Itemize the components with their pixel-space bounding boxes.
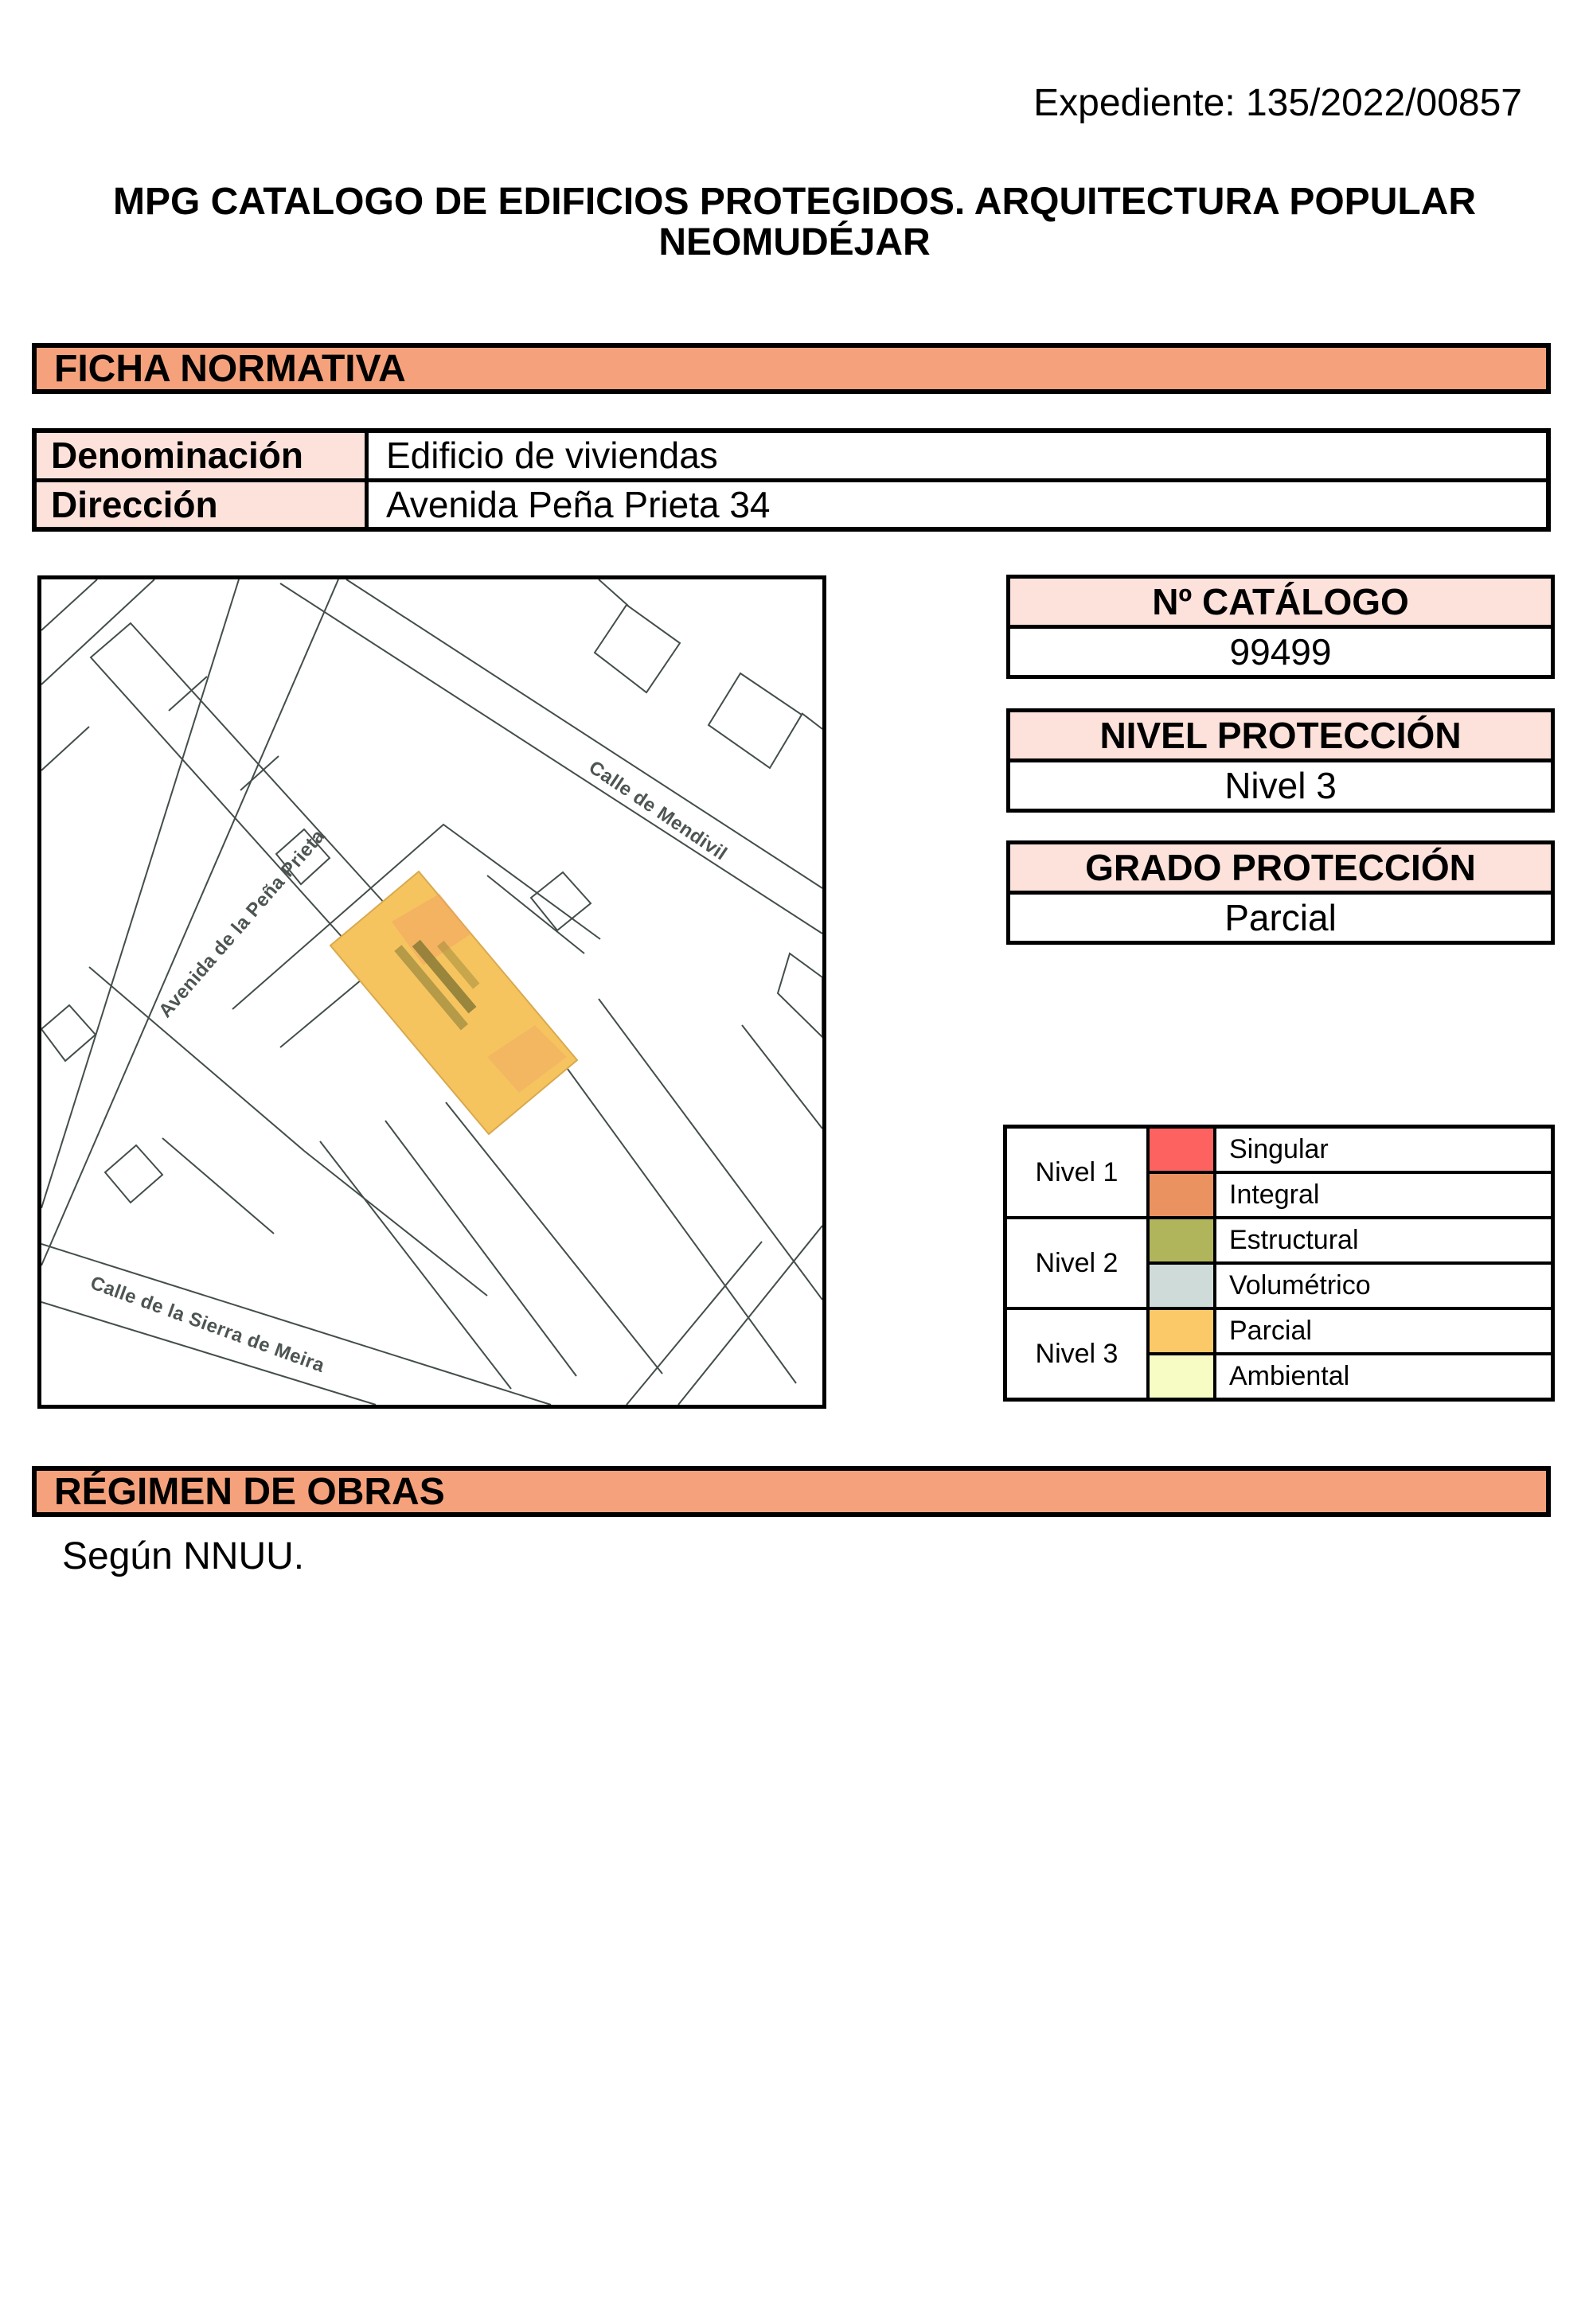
legend-level-nivel-1: Nivel 1 [1007, 1129, 1146, 1216]
expediente-number: Expediente: 135/2022/00857 [1033, 82, 1522, 124]
field-label-denominacion: Denominación [37, 433, 365, 478]
page-title [0, 181, 1589, 263]
street-label-calle-sierra-meira: Calle de la Sierra de Meira [87, 1272, 328, 1378]
legend-level-nivel-3: Nivel 3 [1007, 1310, 1146, 1398]
highlighted-parcel [330, 872, 577, 1134]
field-value-direccion: Avenida Peña Prieta 34 [369, 482, 1546, 528]
field-value-denominacion: Edificio de viviendas [369, 433, 1546, 478]
catalogo-box [1006, 575, 1555, 679]
street-label-calle-mendivil: Calle de Mendivil [584, 756, 732, 865]
section-header-regimen-obras-label: RÉGIMEN DE OBRAS [54, 1470, 445, 1513]
catalogo-header: Nº CATÁLOGO [1010, 579, 1551, 625]
nivel-proteccion-value: Nivel 3 [1010, 762, 1551, 809]
legend-swatch-ambiental [1150, 1355, 1213, 1398]
legend-label-singular: Singular [1216, 1129, 1551, 1171]
legend-swatch-integral [1150, 1174, 1213, 1216]
field-label-direccion: Dirección [37, 482, 365, 528]
legend-label-estructural: Estructural [1216, 1219, 1551, 1261]
regimen-obras-text: Según NNUU. [62, 1535, 305, 1577]
catalogo-value: 99499 [1010, 629, 1551, 675]
legend-label-volumetrico: Volumétrico [1216, 1265, 1551, 1307]
section-header-regimen-obras [32, 1466, 1551, 1517]
section-header-ficha-normativa [32, 343, 1551, 394]
fields-table [32, 428, 1551, 532]
grado-proteccion-header: GRADO PROTECCIÓN [1010, 844, 1551, 891]
legend-swatch-volumetrico [1150, 1265, 1213, 1307]
cadastral-map [37, 575, 826, 1409]
legend-swatch-estructural [1150, 1219, 1213, 1261]
legend-swatch-singular [1150, 1129, 1213, 1171]
page-title-line1: MPG CATALOGO DE EDIFICIOS PROTEGIDOS. ARQUITECTURA POPULAR [112, 181, 1477, 223]
nivel-proteccion-box [1006, 708, 1555, 813]
grado-proteccion-box [1006, 840, 1555, 945]
legend-level-nivel-2: Nivel 2 [1007, 1219, 1146, 1307]
legend-swatch-parcial [1150, 1310, 1213, 1352]
legend-label-integral: Integral [1216, 1174, 1551, 1216]
page-title-line2: NEOMUDÉJAR [658, 221, 931, 264]
street-label-avenida-pena-prieta: Avenida de la Peña Prieta [154, 825, 330, 1022]
nivel-proteccion-header: NIVEL PROTECCIÓN [1010, 712, 1551, 758]
legend-label-ambiental: Ambiental [1216, 1355, 1551, 1398]
legend-label-parcial: Parcial [1216, 1310, 1551, 1352]
protection-legend-table [1003, 1125, 1555, 1402]
cadastral-map-drawing [41, 579, 822, 1405]
section-header-ficha-normativa-label: FICHA NORMATIVA [54, 347, 406, 390]
grado-proteccion-value: Parcial [1010, 895, 1551, 941]
